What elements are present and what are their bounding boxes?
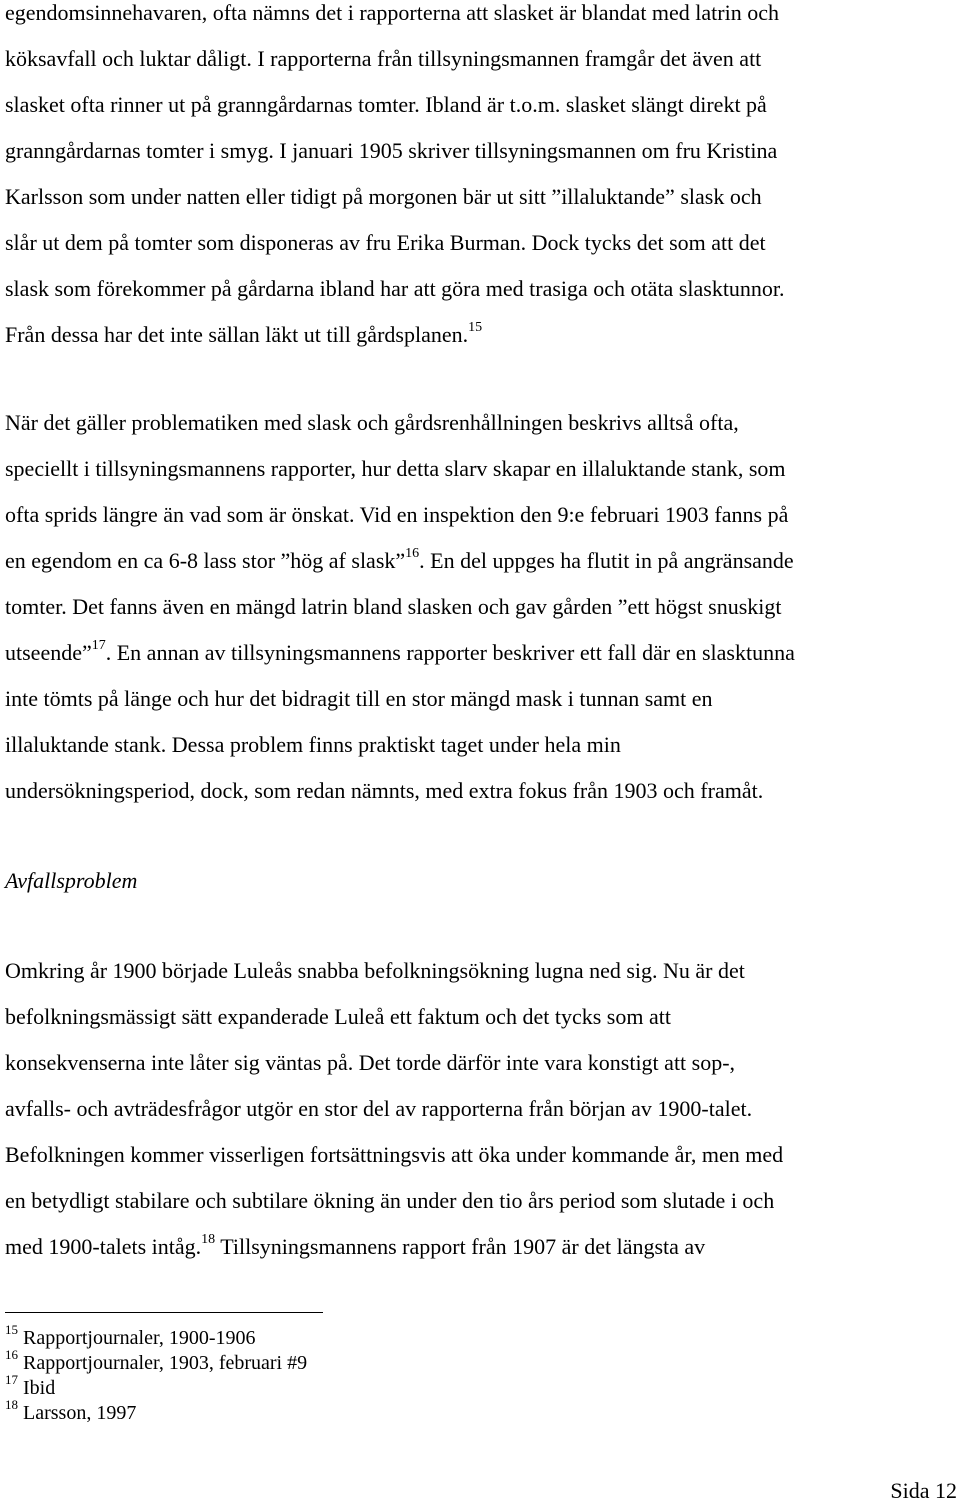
text-run: . En annan av tillsyningsmannens rapporter beskriver ett fall där en slasktunna xyxy=(105,640,795,665)
text-run: illaluktande stank. Dessa problem finns praktiskt taget under hela min xyxy=(5,732,621,757)
text-run: inte tömts på länge och hur det bidragit till en stor mängd mask i tunnan samt en xyxy=(5,686,713,711)
text-line xyxy=(5,994,960,1040)
text-line xyxy=(5,722,960,768)
paragraph-slask-reports xyxy=(5,0,960,358)
text-line xyxy=(5,400,960,446)
footnote-text: Rapportjournaler, 1903, februari #9 xyxy=(18,1352,308,1374)
text-line xyxy=(5,948,960,994)
text-run: slår ut dem på tomter som disponeras av fru Erika Burman. Dock tycks det som att det xyxy=(5,230,766,255)
text-run: avfalls- och avträdesfrågor utgör en stor del av rapporterna från början av 1900-talet. xyxy=(5,1096,753,1121)
text-line xyxy=(5,174,960,220)
footnote-reference: 16 xyxy=(405,545,420,561)
footnotes xyxy=(5,1322,308,1426)
text-line xyxy=(5,492,960,538)
text-line xyxy=(5,1178,960,1224)
text-line xyxy=(5,36,960,82)
text-line xyxy=(5,584,960,630)
text-run: utseende” xyxy=(5,640,92,665)
footnote-number: 15 xyxy=(5,1322,18,1338)
footnote-number: 18 xyxy=(5,1397,18,1413)
text-line xyxy=(5,1132,960,1178)
footnote xyxy=(5,1397,307,1426)
text-run: speciellt i tillsyningsmannens rapporter, hur detta slarv skapar en illaluktande stank, som xyxy=(5,456,786,481)
footnote-reference: 18 xyxy=(201,1231,216,1247)
text-run: ofta sprids längre än vad som är önskat. Vid en inspektion den 9:e februari 1903 fanns på xyxy=(5,502,789,527)
text-run: slasket ofta rinner ut på granngårdarnas tomter. Ibland är t.o.m. slasket slängt direkt på xyxy=(5,92,767,117)
text-run: en egendom en ca 6-8 lass stor ”hög af slask” xyxy=(5,548,406,573)
text-run: egendomsinnehavaren, ofta nämns det i rapporterna att slasket är blandat med latrin och xyxy=(5,0,779,25)
text-line xyxy=(5,1040,960,1086)
footnote-text: Rapportjournaler, 1900-1906 xyxy=(18,1327,256,1349)
page-number: Sida 12 xyxy=(890,1478,957,1503)
section-heading: Avfallsproblem xyxy=(5,868,138,893)
paragraph-slask-problems xyxy=(5,400,960,814)
text-line xyxy=(5,630,960,676)
text-line xyxy=(5,312,960,358)
footnote-reference: 17 xyxy=(91,637,106,653)
text-line xyxy=(5,82,960,128)
footnote xyxy=(5,1372,307,1401)
text-run: en betydligt stabilare och subtilare ökning än under den tio års period som slutade i och xyxy=(5,1188,775,1213)
text-run: Från dessa har det inte sällan läkt ut till gårdsplanen. xyxy=(5,322,469,347)
text-line xyxy=(5,266,960,312)
text-run: När det gäller problematiken med slask och gårdsrenhållningen beskrivs alltså ofta, xyxy=(5,410,739,435)
text-run: tomter. Det fanns även en mängd latrin bland slasken och gav gården ”ett högst snuskigt xyxy=(5,594,782,619)
text-run: med 1900-talets intåg. xyxy=(5,1234,202,1259)
footnote-reference: 15 xyxy=(468,319,483,335)
footnote xyxy=(5,1322,307,1351)
footnote-number: 16 xyxy=(5,1347,18,1363)
text-run: . En del uppges ha flutit in på angränsande xyxy=(419,548,794,573)
footnote-text: Larsson, 1997 xyxy=(18,1402,137,1424)
text-line xyxy=(5,220,960,266)
text-run: befolkningsmässigt sätt expanderade Luleå ett faktum och det tycks som att xyxy=(5,1004,671,1029)
text-run: Omkring år 1900 började Luleås snabba befolkningsökning lugna ned sig. Nu är det xyxy=(5,958,745,983)
text-run: Tillsyningsmannens rapport från 1907 är det längsta av xyxy=(215,1234,706,1259)
text-line xyxy=(5,0,960,36)
text-line xyxy=(5,1086,960,1132)
footnote xyxy=(5,1347,308,1376)
text-line xyxy=(5,768,960,814)
text-run: granngårdarnas tomter i smyg. I januari 1905 skriver tillsyningsmannen om fru Kristina xyxy=(5,138,778,163)
footnote-separator xyxy=(5,1312,323,1313)
text-run: undersökningsperiod, dock, som redan nämnts, med extra fokus från 1903 och framåt. xyxy=(5,778,764,803)
footnote-text: Ibid xyxy=(18,1377,56,1399)
text-run: köksavfall och luktar dåligt. I rapporterna från tillsyningsmannen framgår det även att xyxy=(5,46,762,71)
paragraph-waste-problems xyxy=(5,948,960,1270)
text-line xyxy=(5,446,960,492)
text-run: Befolkningen kommer visserligen fortsättningsvis att öka under kommande år, men med xyxy=(5,1142,784,1167)
text-run: slask som förekommer på gårdarna ibland har att göra med trasiga och otäta slasktunnor. xyxy=(5,276,785,301)
text-line xyxy=(5,538,960,584)
text-line xyxy=(5,128,960,174)
text-run: konsekvenserna inte låter sig väntas på. Det torde därför inte vara konstigt att sop-, xyxy=(5,1050,736,1075)
footnote-number: 17 xyxy=(5,1372,18,1388)
text-run: Karlsson som under natten eller tidigt på morgonen bär ut sitt ”illaluktande” slask och xyxy=(5,184,762,209)
text-line xyxy=(5,1224,960,1270)
text-line xyxy=(5,676,960,722)
